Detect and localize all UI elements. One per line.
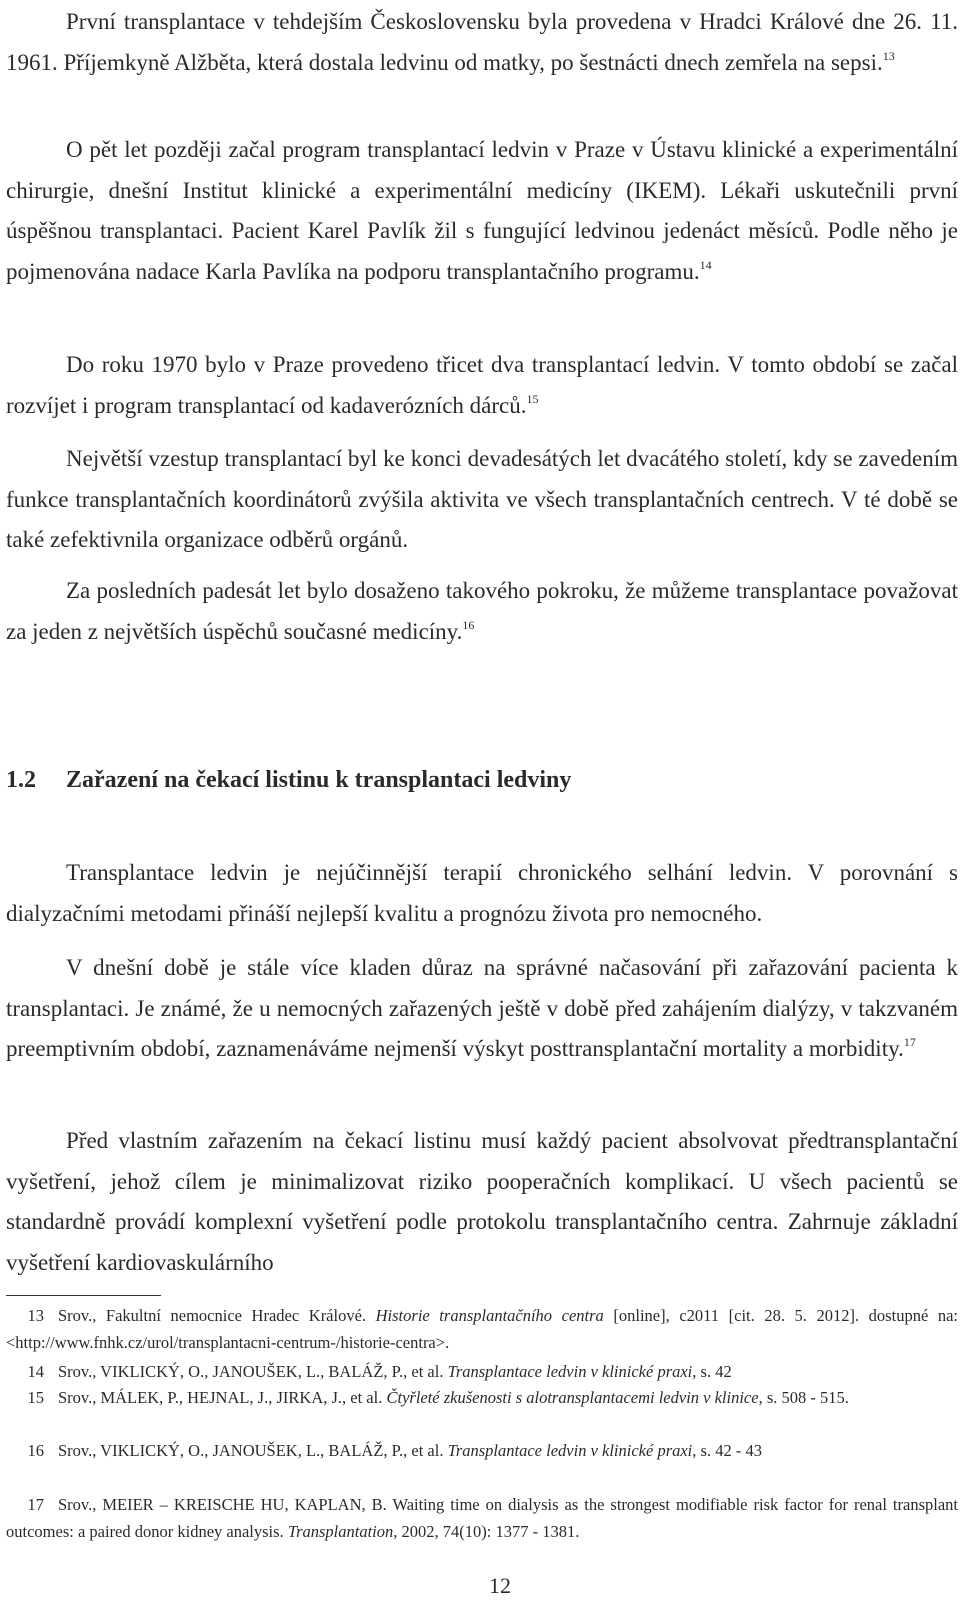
footnote-16: 16 Srov., VIKLICKÝ, O., JANOUŠEK, L., BALÁŽ, P., et al. Transplantace ledvin v klinické praxi, s. 42 - 43: [27, 1441, 762, 1460]
paragraph-prague-program: O pět let později začal program transplantací ledvin v Praze v Ústavu klinické a experimentální chirurgie, dnešní Institut klinické a experimentální medicíny (IKEM). Lékaři uskutečnili první úspěšnou transplantaci. Pacient Karel Pavlík žil s fungující ledvinou jedenáct měsíců. Podle něho je pojmenována nadace Karla Pavlíka na podporu transplantačního programu.$^{14}$: [6, 137, 958, 284]
section-heading: [6, 765, 906, 795]
footnote-17: 17 Srov., MEIER – KREISCHE HU, KAPLAN, B. Waiting time on dialysis as the strongest modifiable risk factor for renal transplant outcomes: a paired donor kidney analysis. Transplantation, 2002, 74(10): 1377 - 1381.: [6, 1495, 958, 1541]
footnote-ref-14: 14: [699, 257, 712, 272]
paragraph-timing: V dnešní době je stále více kladen důraz na správné načasování při zařazování pacienta k transplantaci. Je známé, že u nemocných zařazených ještě v době před zahájením dialýzy, v takzvaném preemptivním období, zaznamenáváme nejmenší výskyt posttransplantační mortality a morbidity.$^{17}$: [6, 955, 958, 1061]
footnote-13: 13 Srov., Fakultní nemocnice Hradec Králové. Historie transplantačního centra [online], c2011 [cit. 28. 5. 2012]. dostupné na: <http://www.fnhk.cz/urol/transplantacni-centrum-/historie-centra>.: [6, 1306, 959, 1352]
footnote-ref-16: 16: [462, 617, 475, 632]
page-number: 12: [489, 1573, 511, 1598]
section-title: Zařazení na čekací listinu k transplantaci ledviny: [66, 767, 572, 793]
section-number: 1.2: [6, 767, 36, 793]
paragraph-progress: Za posledních padesát let bylo dosaženo takového pokroku, že můžeme transplantace považovat za jeden z největších úspěchů současné medicíny.$^{16}$: [6, 578, 958, 644]
footnote-14: 14 Srov., VIKLICKÝ, O., JANOUŠEK, L., BALÁŽ, P., et al. Transplantace ledvin v klinické praxi, s. 42: [27, 1362, 732, 1381]
footnote-ref-15: 15: [526, 391, 539, 406]
paragraph-1970: Do roku 1970 bylo v Praze provedeno třicet dva transplantací ledvin. V tomto období se začal rozvíjet i program transplantací od kadaverózních dárců.$^{15}$: [6, 352, 958, 418]
paragraph-pretransplant: Před vlastním zařazením na čekací listinu musí každý pacient absolvovat předtransplantační vyšetření, jehož cílem je minimalizovat riziko pooperačních komplikací. U všech pacientů se standardně provádí komplexní vyšetření podle protokolu transplantačního centra. Zahrnuje základní vyšetření kardiovaskulárního: [6, 1128, 958, 1275]
footnote-ref-17: 17: [903, 1035, 916, 1049]
footnote-ref-13: 13: [882, 48, 895, 63]
footnote-15: 15 Srov., MÁLEK, P., HEJNAL, J., JIRKA, J., et al. Čtyřleté zkušenosti s alotransplantacemi ledvin v klinice, s. 508 - 515.: [27, 1388, 849, 1407]
paragraph-growth: Největší vzestup transplantací byl ke konci devadesátých let dvacátého století, kdy se zavedením funkce transplantačních koordinátorů zvýšila aktivita ve všech transplantačních centrech. V té době se také zefektivnila organizace odběrů orgánů.: [6, 446, 958, 552]
paragraph-efficacy: Transplantace ledvin je nejúčinnější terapií chronického selhání ledvin. V porovnání s dialyzačními metodami přináší nejlepší kvalitu a prognózu života pro nemocného.: [6, 860, 958, 926]
footnote-divider: [6, 1295, 161, 1296]
paragraph-first-transplant: První transplantace v tehdejším Československu byla provedena v Hradci Králové dne 26. 11. 1961. Příjemkyně Alžběta, která dostala ledvinu od matky, po šestnácti dnech zemřela na sepsi.$^{13}$: [6, 9, 958, 75]
